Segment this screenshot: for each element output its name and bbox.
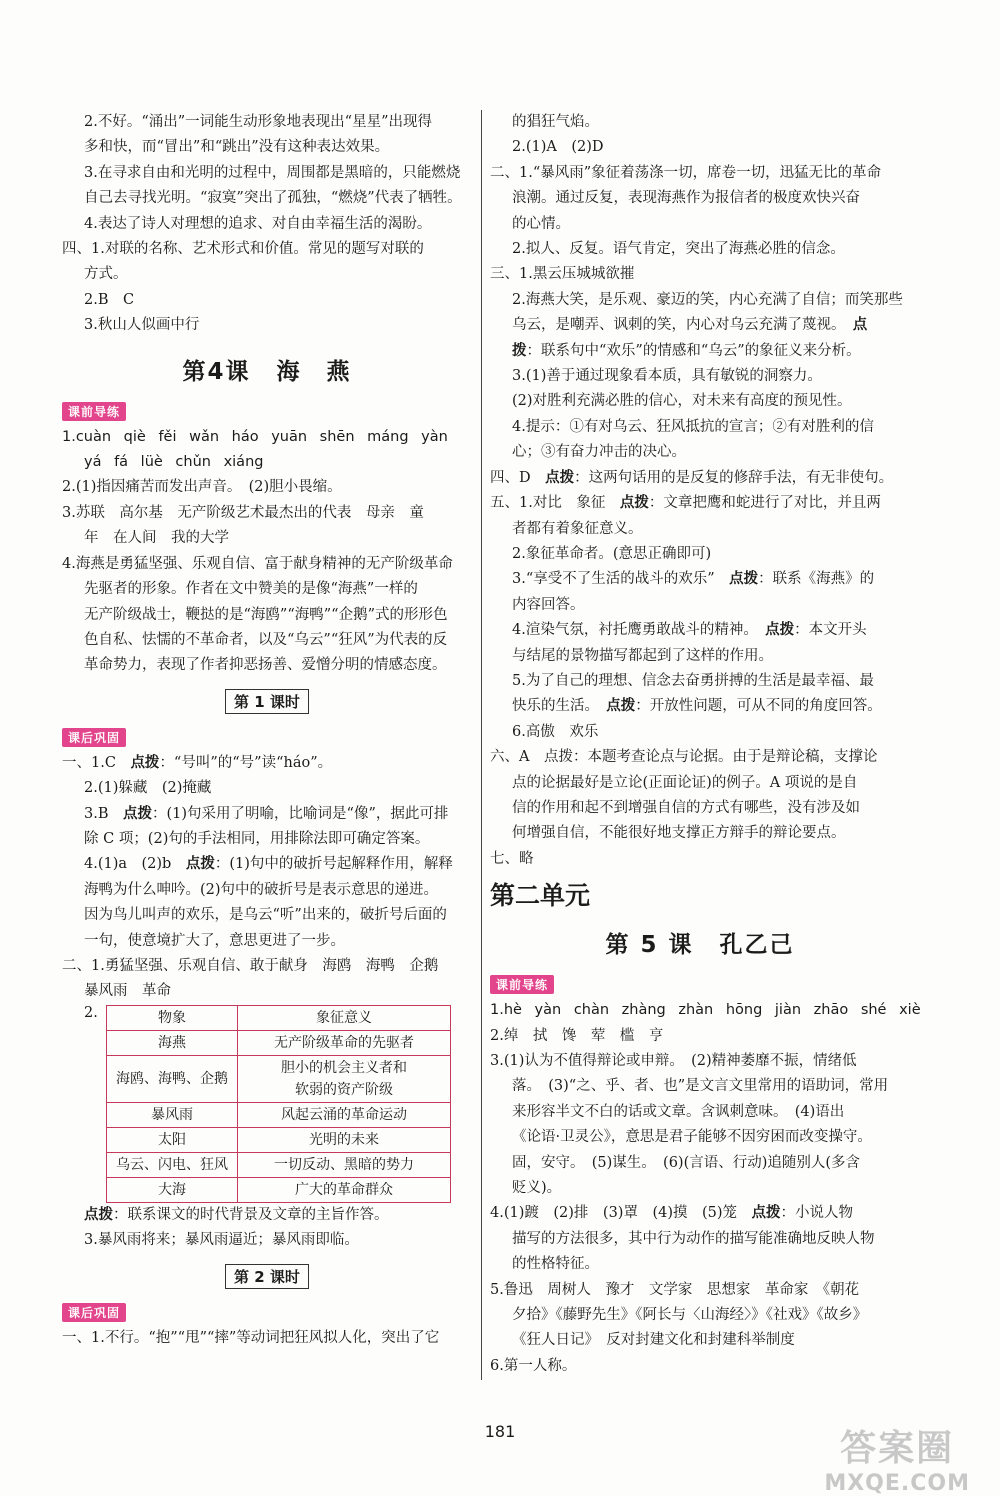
answer-line: 一句，使意境扩大了，意思更进了一步。 (84, 932, 345, 949)
answer-line: 四、1.对联的名称、艺术形式和价值。常见的题写对联的 (62, 241, 424, 258)
answer-line: 夕拾》《藤野先生》《阿长与〈山海经〉》《社戏》《故乡》 (512, 1307, 868, 1324)
session-label: 第 2 课时 (225, 1264, 309, 1289)
table-cell: 大海 (107, 1177, 238, 1202)
lesson-number: 第 5 课 (605, 932, 694, 959)
table-cell: 暴风雨 (107, 1102, 238, 1127)
answer-line: 3.(1)认为不值得辩论或申辩。 (2)精神萎靡不振，情绪低 (490, 1053, 857, 1069)
unit-heading: 第二单元 (490, 881, 591, 911)
hint-label: 点拨 (545, 469, 575, 486)
answer-line: 方式。 (84, 266, 128, 283)
lesson-title: 孔乙己 (719, 932, 795, 959)
table-cell: 无产阶级革命的先驱者 (238, 1030, 451, 1055)
answer-line: 何增强自信，不能很好地支撑正方辩手的辩论要点。 (512, 825, 846, 842)
answer-line: 心；③有奋力冲击的决心。 (512, 444, 686, 461)
table-cell: 广大的革命群众 (238, 1177, 451, 1202)
answer-line: 《论语·卫灵公》，意思是君子能够不因穷困而改变操守。 (512, 1129, 872, 1146)
answer-line: 二、1.“暴风雨”象征着荡涤一切，席卷一切，迅猛无比的革命 (490, 164, 882, 181)
answer-line: 除 C 项；(2)句的手法相同，用排除法即可确定答案。 (84, 830, 430, 847)
answer-line: 的猖狂气焰。 (512, 114, 599, 130)
pinyin-line: 1.cuàn qiè fěi wǎn háo yuān shēn máng yàn (62, 428, 448, 445)
answer-line: 拨：联系句中“欢乐”的情感和“乌云”的象征义来分析。 (512, 342, 861, 359)
lesson-heading-5 (490, 926, 910, 959)
symbol-table (106, 1005, 451, 1203)
hint-label: 点拨 (123, 805, 152, 822)
left-column (62, 110, 472, 1351)
answer-line: 点的论据最好是立论(正面论证)的例子。A 项说的是自 (512, 774, 858, 791)
answer-line: 描写的方法很多，其中行为动作的描写能准确地反映人物 (512, 1230, 875, 1247)
answer-line: 多和快，而“冒出”和“跳出”没有这种表达效果。 (84, 139, 390, 156)
table-header: 物象 (107, 1005, 238, 1030)
answer-line: 3.(1)善于通过现象看本质，具有敏锐的洞察力。 (512, 368, 822, 385)
hint-label: 点拨 (606, 698, 636, 715)
answer-line: 乌云，是嘲弄、讽刺的笑，内心对乌云充满了蔑视。 点 (512, 317, 868, 334)
answer-line: 5.鲁迅 周树人 豫才 文学家 思想家 革命家 《朝花 (490, 1281, 860, 1298)
answer-line: 暴风雨 革命 (84, 983, 171, 1000)
pinyin-line: yá fá lüè chǔn xiáng (84, 454, 264, 471)
answer-line: 贬义)。 (512, 1180, 562, 1197)
answer-line: 3.在寻求自由和光明的过程中，周围都是黑暗的，只能燃烧 (84, 164, 461, 181)
answer-line: 2.海燕大笑，是乐观、豪迈的笑，内心充满了自信；而笑那些 (512, 291, 903, 308)
lesson-heading-4 (62, 353, 472, 386)
answer-line: 的心情。 (512, 215, 570, 232)
answer-line: 3.苏联 高尔基 无产阶级艺术最杰出的代表 母亲 童 (62, 504, 424, 521)
table-cell: 海燕 (107, 1030, 238, 1055)
answer-line: 来形容半文不白的话或文章。含讽刺意味。 (4)语出 (512, 1103, 845, 1120)
answer-line: 4.渲染气氛，衬托鹰勇敢战斗的精神。 点拨：本文开头 (512, 622, 867, 639)
answer-line: 三、1.黑云压城城欲摧 (490, 266, 635, 283)
answer-line: 者都有着象征意义。 (512, 520, 643, 537)
answer-line: 信的作用和起不到增强自信的方式有哪些，没有涉及如 (512, 799, 860, 816)
answer-line: 二、1.勇猛坚强、乐观自信、敢于献身 海鸥 海鸭 企鹅 (62, 957, 439, 974)
answer-line: 快乐的生活。 点拨：开放性问题，可从不同的角度回答。 (512, 698, 882, 715)
answer-line: 2.拟人、反复。语气肯定，突出了海燕必胜的信念。 (512, 241, 845, 258)
answer-line: 3.“享受不了生活的战斗的欢乐” 点拨：联系《海燕》的 (512, 571, 875, 588)
table-row (107, 1177, 451, 1202)
table-cell: 风起云涌的革命运动 (238, 1102, 451, 1127)
session-heading-2 (62, 1264, 472, 1289)
answer-line: 因为鸟儿叫声的欢乐，是乌云“听”出来的，破折号后面的 (84, 907, 447, 924)
answer-line: 4.(1)a (2)b 点拨：(1)句中的破折号起解释作用，解释 (84, 856, 453, 873)
answer-line: 3.B 点拨：(1)句采用了明喻，比喻词是“像”，据此可排 (84, 805, 449, 822)
hint-label: 点拨 (84, 1206, 113, 1223)
hint-label: 点 (852, 317, 868, 334)
answer-line: 无产阶级战士，鞭挞的是“海鸥”“海鸭”“企鹅”式的形形色 (84, 606, 448, 623)
table-cell: 一切反动、黑暗的势力 (238, 1152, 451, 1177)
answer-line: 2.绰 拭 馋 荤 槛 亨 (490, 1027, 664, 1044)
answer-line: 海鸭为什么呻吟。(2)句中的破折号是表示意思的递进。 (84, 881, 439, 898)
section-tag-post-practice: 课后巩固 (62, 728, 126, 747)
hint-label: 点拨 (751, 1205, 781, 1222)
section-tag-pre-practice: 课前导练 (62, 402, 126, 421)
item-number: 2. (84, 1004, 98, 1021)
column-divider (481, 110, 482, 1380)
answer-line: 五、1.对比 象征 点拨：文章把鹰和蛇进行了对比，并且两 (490, 495, 881, 512)
hint-label: 拨 (512, 342, 527, 359)
answer-line: 四、D 点拨：这两句话用的是反复的修辞手法，有无非使句。 (490, 469, 894, 486)
section-tag-post-practice: 课后巩固 (62, 1303, 126, 1322)
lesson-number: 第4课 (182, 358, 251, 385)
answer-line: 3.秋山人似画中行 (84, 317, 200, 334)
answer-line: 2.不好。“涌出”一词能生动形象地表现出“星星”出现得 (84, 114, 432, 130)
table-cell: 太阳 (107, 1127, 238, 1152)
page-number: 181 (484, 1422, 516, 1441)
answer-line: 4.表达了诗人对理想的追求、对自由幸福生活的渴盼。 (84, 215, 432, 232)
answer-line: 六、A 点拨：本题考查论点与论据。由于是辩论稿，支撑论 (490, 749, 878, 766)
section-tag-pre-practice: 课前导练 (490, 975, 554, 994)
table-row (107, 1127, 451, 1152)
table-header-row (107, 1005, 451, 1030)
table-row (107, 1152, 451, 1177)
hint-label: 点拨 (765, 622, 795, 639)
table-cell: 海鸥、海鸭、企鹅 (107, 1055, 238, 1102)
answer-line: 《狂人日记》 反对封建文化和封建科举制度 (512, 1332, 795, 1349)
table-header: 象征意义 (238, 1005, 451, 1030)
answer-line: 年 在人间 我的大学 (84, 530, 229, 547)
right-column (490, 110, 921, 1379)
answer-line: 先驱者的形象。作者在文中赞美的是像“海燕”一样的 (84, 581, 418, 598)
table-row (107, 1055, 451, 1102)
answer-line: 3.暴风雨将来；暴风雨逼近；暴风雨即临。 (84, 1232, 359, 1249)
answer-line: 2.B C (84, 291, 135, 308)
answer-line: 点拨：联系课文的时代背景及文章的主旨作答。 (84, 1206, 389, 1223)
answer-line: 4.海燕是勇猛坚强、乐观自信、富于献身精神的无产阶级革命 (62, 555, 453, 572)
table-row (107, 1102, 451, 1127)
answer-line: 6.高傲 欢乐 (512, 723, 599, 740)
answer-line: 浪潮。通过反复，表现海燕作为报信者的极度欢快兴奋 (512, 190, 860, 207)
lesson-title: 海 燕 (276, 358, 352, 385)
session-label: 第 1 课时 (225, 689, 309, 714)
answer-line: 2.象征革命者。(意思正确即可) (512, 545, 712, 562)
answer-line: 自己去寻找光明。“寂寞”突出了孤独，“燃烧”代表了牺牲。 (84, 190, 462, 207)
table-cell: 乌云、闪电、狂风 (107, 1152, 238, 1177)
answer-line: 5.为了自己的理想、信念去奋勇拼搏的生活是最幸福、最 (512, 672, 874, 689)
answer-line: 4.(1)踱 (2)排 (3)罩 (4)摸 (5)笼 点拨：小说人物 (490, 1205, 854, 1222)
table-row (107, 1030, 451, 1055)
session-heading-1 (62, 689, 472, 714)
answer-line: 与结尾的景物描写都起到了这样的作用。 (512, 647, 773, 664)
answer-line: 革命势力，表现了作者抑恶扬善、爱憎分明的情感态度。 (84, 657, 447, 674)
hint-label: 点拨 (130, 754, 160, 771)
answer-line: 6.第一人称。 (490, 1357, 577, 1374)
answer-line: 4.提示：①有对乌云、狂风抵抗的宣言；②有对胜利的信 (512, 418, 874, 435)
answer-line: 七、略 (490, 850, 534, 867)
answer-line: 固，安守。 (5)谋生。 (6)(言语、行动)追随别人(多含 (512, 1154, 861, 1171)
hint-label: 点拨 (185, 856, 215, 873)
answer-line: 内容回答。 (512, 596, 585, 613)
answer-line: 一、1.不行。“抱”“甩”“摔”等动词把狂风拟人化，突出了它 (62, 1329, 440, 1346)
answer-line: 一、1.C 点拨：“号叫”的“号”读“háo”。 (62, 754, 333, 771)
table-cell: 胆小的机会主义者和 软弱的资产阶级 (238, 1055, 451, 1102)
answer-line: 的性格特征。 (512, 1256, 599, 1273)
answer-line: 2.(1)躲藏 (2)掩藏 (84, 780, 212, 797)
table-cell: 光明的未来 (238, 1127, 451, 1152)
watermark-logo: 答案圈 MXQE.COM (824, 1428, 970, 1496)
answer-line: 色自私、怯懦的不革命者，以及“乌云”“狂风”为代表的反 (84, 631, 448, 648)
answer-line: (2)对胜利充满必胜的信心，对未来有高度的预见性。 (512, 393, 852, 410)
symbol-table-block (62, 1005, 472, 1203)
answer-line: 2.(1)指因痛苦而发出声音。 (2)胆小畏缩。 (62, 479, 342, 496)
answer-line: 落。 (3)“之、乎、者、也”是文言文里常用的语助词，常用 (512, 1078, 889, 1095)
hint-label: 点拨 (619, 495, 649, 512)
pinyin-line: 1.hè yàn chàn zhàng zhàn hōng jiàn zhāo shé xiè (490, 1002, 921, 1019)
hint-label: 点拨 (729, 571, 759, 588)
answer-line: 2.(1)A (2)D (512, 139, 604, 156)
